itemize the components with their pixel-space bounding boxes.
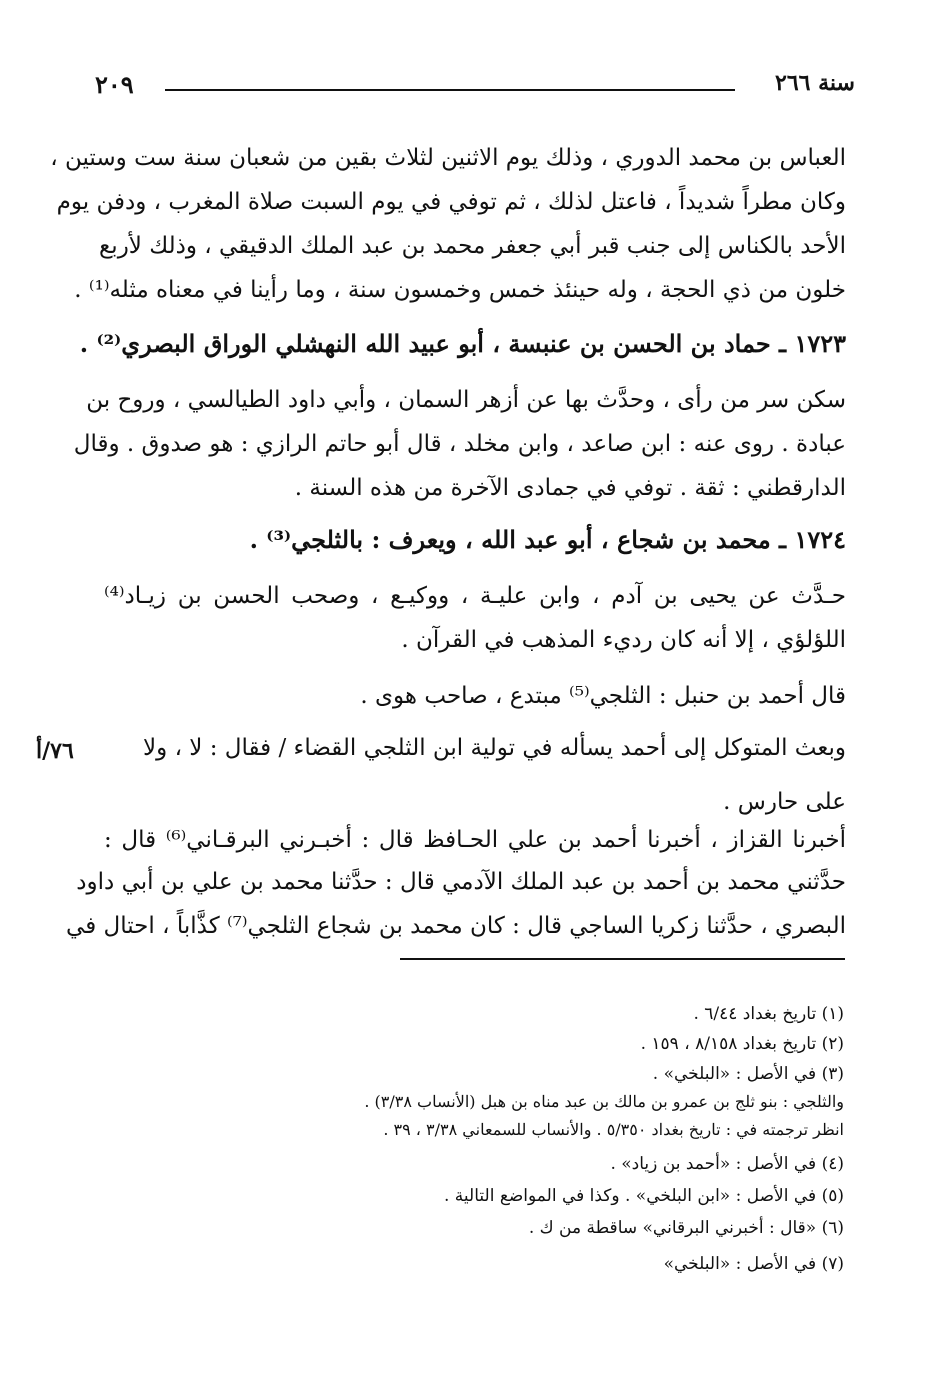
header-rule [165,89,735,91]
body-line: حدَّثني محمد بن أحمد بن عبد الملك الآدمي قال : حدَّثنا محمد بن علي بن أبي داود [76,869,846,895]
body-line: قال أحمد بن حنبل : الثلجي⁽⁵⁾ مبتدع ، صاحب هوى . [360,683,846,709]
footnote: (٦) «قال : أخبرني البرقاني» ساقطة من ك . [528,1218,844,1238]
body-line: خلون من ذي الحجة ، وله حينئذ خمس وخمسون سنة ، وما رأينا في معناه مثله⁽¹⁾ . [74,277,846,303]
footnote: (١) تاريخ بغداد ٦/٤٤ . [693,1004,844,1024]
footnote: (٢) تاريخ بغداد ٨/١٥٨ ، ١٥٩ . [640,1034,844,1054]
body-line: أخبرنا القزاز ، أخبرنا أحمد بن علي الحـافظ قال : أخبـرني البرقـاني⁽⁶⁾ قال : [104,827,846,853]
body-line: اللؤلؤي ، إلا أنه كان رديء المذهب في القرآن . [401,627,846,653]
body-line: وبعث المتوكل إلى أحمد يسأله في تولية ابن الثلجي القضاء / فقال : لا ، ولا [143,735,846,761]
body-line: وكان مطراً شديداً ، فاعتل لذلك ، ثم توفي في يوم السبت صلاة المغرب ، ودفن يوم [56,189,846,215]
footnote-continuation: انظر ترجمته في : تاريخ بغداد ٥/٣٥٠ . والأنساب للسمعاني ٣/٣٨ ، ٣٩ . [383,1120,844,1139]
footnote: (٧) في الأصل : «البلخي» [663,1254,844,1274]
entry-heading-1724: ١٧٢٤ ـ محمد بن شجاع ، أبو عبد الله ، ويعرف : بالثلجي⁽³⁾ . [249,525,846,554]
body-line: الدارقطني : ثقة . توفي في جمادى الآخرة من هذه السنة . [294,475,846,501]
body-line: حـدَّث عن يحيى بن آدم ، وابن عليـة ، ووكيـع ، وصحب الحسن بن زيـاد⁽⁴⁾ [104,583,846,609]
page-number: ٢٠٩ [95,70,134,99]
body-line: سكن سر من رأى ، وحدَّث بها عن أزهر السمان ، وأبي داود الطيالسي ، وروح بن [86,387,846,413]
body-line: عبادة . روى عنه : ابن صاعد ، وابن مخلد ، قال أبو حاتم الرازي : هو صدوق . وقال [73,431,846,457]
footnote-rule [400,958,845,960]
body-line: الأحد بالكناس إلى جنب قبر أبي جعفر محمد بن عبد الملك الدقيقي ، وذلك لأربع [99,233,846,259]
body-line: البصري ، حدَّثنا زكريا الساجي قال : كان محمد بن شجاع الثلجي⁽⁷⁾ كذَّاباً ، احتال في [66,913,846,939]
footnote-continuation: والثلجي : بنو ثلج بن عمرو بن مالك بن عبد مناه بن هبل (الأنساب ٣/٣٨) . [364,1092,844,1111]
body-line: العباس بن محمد الدوري ، وذلك يوم الاثنين لثلاث بقين من شعبان سنة ست وستين ، [50,145,846,171]
body-line: على حارس . [723,789,846,815]
running-title: سنة ٢٦٦ [775,70,855,96]
footnote: (٣) في الأصل : «البلخي» . [652,1064,844,1084]
footnote: (٥) في الأصل : «ابن البلخي» . وكذا في المواضع التالية . [443,1186,844,1206]
page-header [95,70,855,110]
folio-margin-note: ٧٦/أ [36,738,74,764]
entry-heading-1723: ١٧٢٣ ـ حماد بن الحسن بن عنبسة ، أبو عبيد الله النهشلي الوراق البصري⁽²⁾ . [79,329,846,358]
footnote: (٤) في الأصل : «أحمد بن زياد» . [610,1154,844,1174]
